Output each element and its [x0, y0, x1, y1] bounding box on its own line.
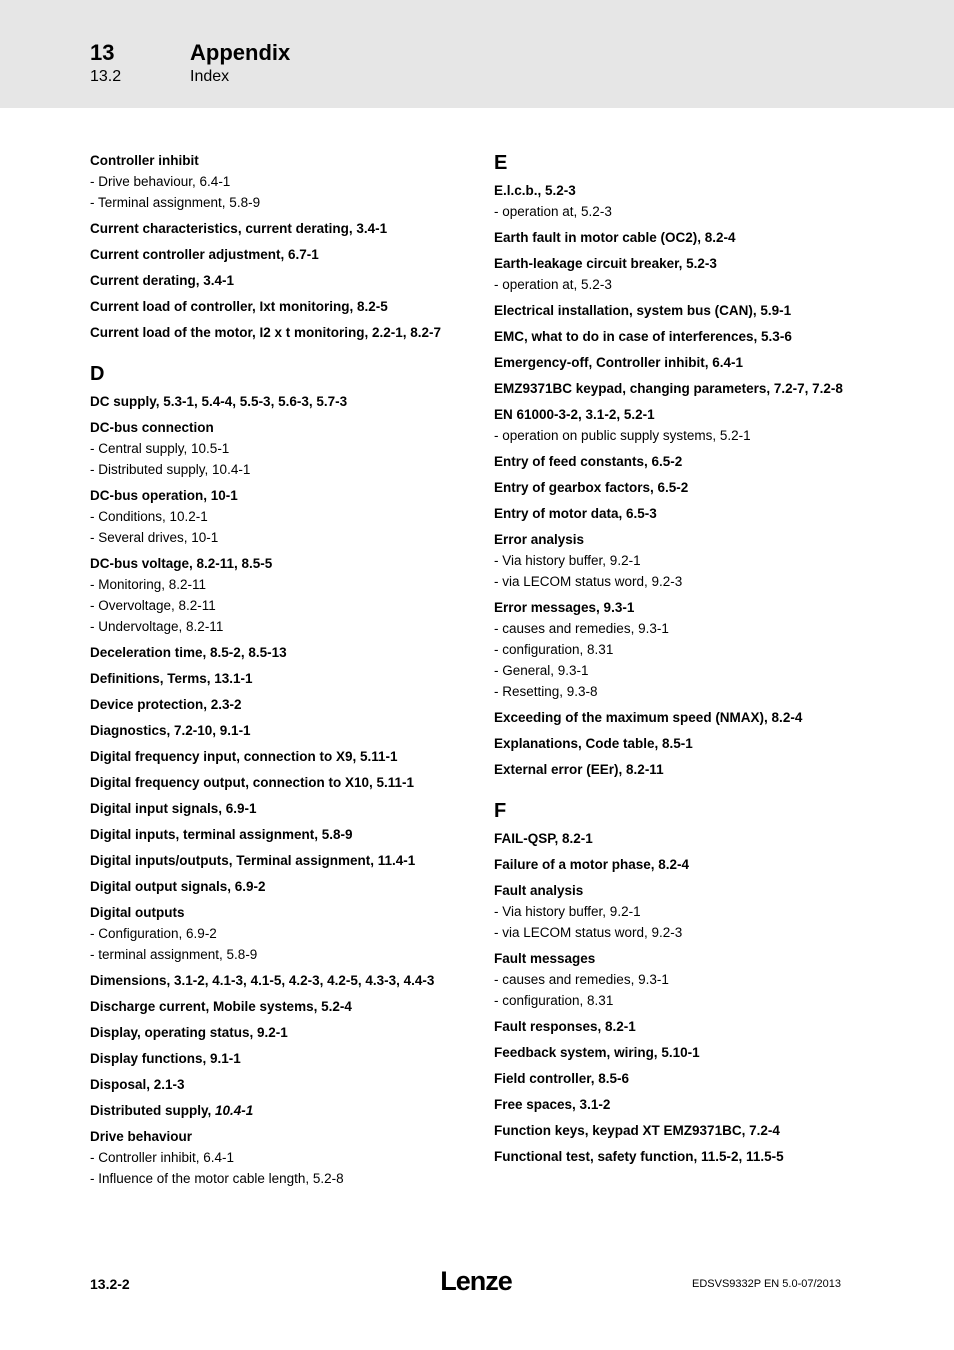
- index-entry-term: [90, 902, 460, 923]
- index-entry-term-text: Explanations, Code table, 8.5-1: [494, 736, 693, 751]
- index-subentry: - Central supply, 10.5-1: [90, 441, 230, 456]
- index-subentry: - Distributed supply, 10.4-1: [90, 462, 251, 477]
- index-entry-term-text: Fault messages: [494, 951, 596, 966]
- index-entry-term: [90, 1022, 460, 1043]
- index-entry: [90, 996, 460, 1017]
- index-entry-term-text: EMZ9371BC keypad, changing parameters, 7.2-7, 7.2-8: [494, 381, 843, 396]
- index-entry-term-text: Entry of feed constants, 6.5-2: [494, 454, 683, 469]
- index-subentry: - configuration, 8.31: [494, 642, 614, 657]
- index-subentry: - causes and remedies, 9.3-1: [494, 621, 669, 636]
- index-entry-term-text: DC-bus connection: [90, 420, 214, 435]
- index-entry-term-text: Error messages, 9.3-1: [494, 600, 635, 615]
- index-entry-term: [90, 270, 460, 291]
- index-entry-term-text: FAIL-QSP, 8.2-1: [494, 831, 593, 846]
- index-entry-page-ref: 10.4-1: [215, 1103, 254, 1118]
- section-title: Index: [190, 68, 230, 85]
- index-entry: [90, 296, 460, 317]
- index-entry: [90, 1048, 460, 1069]
- index-subentry: - Monitoring, 8.2-11: [90, 577, 207, 592]
- index-entry-term: [494, 733, 874, 754]
- index-entry-term: [494, 300, 874, 321]
- index-entry-term-text: Display, operating status, 9.2-1: [90, 1025, 288, 1040]
- index-entry-term: [494, 1016, 874, 1037]
- index-entry-term: [90, 772, 460, 793]
- index-entry-term: [494, 451, 874, 472]
- index-entry-term: [494, 759, 874, 780]
- index-entry: [90, 876, 460, 897]
- index-entry-term: [494, 1094, 874, 1115]
- index-entry-term-text: Dimensions, 3.1-2, 4.1-3, 4.1-5, 4.2-3, 4.2-5, 4.3-3, 4.4-3: [90, 973, 435, 988]
- index-entry: [494, 707, 874, 728]
- index-entry-term-text: External error (EEr), 8.2-11: [494, 762, 664, 777]
- index-entry-term: [90, 417, 460, 438]
- index-entry-term-text: Current load of controller, Ixt monitoring, 8.2-5: [90, 299, 388, 314]
- index-subentry: - Conditions, 10.2-1: [90, 509, 208, 524]
- index-column-right: [494, 150, 874, 1172]
- index-entry-term-text: DC-bus voltage, 8.2-11, 8.5-5: [90, 556, 273, 571]
- index-subentry: - operation at, 5.2-3: [494, 204, 612, 219]
- index-entry-term-text: E.l.c.b., 5.2-3: [494, 183, 576, 198]
- index-entry-term: [494, 477, 874, 498]
- index-entry: [494, 1120, 874, 1141]
- index-entry: [90, 970, 460, 991]
- index-entry: [494, 1016, 874, 1037]
- index-entry-term-text: Display functions, 9.1-1: [90, 1051, 241, 1066]
- index-entry-term-text: Current controller adjustment, 6.7-1: [90, 247, 319, 262]
- index-entry-term-text: Earth-leakage circuit breaker, 5.2-3: [494, 256, 717, 271]
- index-subentry: - terminal assignment, 5.8-9: [90, 947, 258, 962]
- index-entry: [494, 880, 874, 943]
- index-entry-term-text: Digital input signals, 6.9-1: [90, 801, 257, 816]
- index-subentry: - Via history buffer, 9.2-1: [494, 904, 641, 919]
- index-entry-term: [90, 150, 460, 171]
- index-entry: [494, 828, 874, 849]
- index-column-left: [90, 150, 460, 1194]
- index-entry-term-text: Functional test, safety function, 11.5-2, 11.5-5: [494, 1149, 784, 1164]
- index-entry: [494, 477, 874, 498]
- index-entry-term: [90, 720, 460, 741]
- index-entry: [494, 1068, 874, 1089]
- index-entry-term-text: DC-bus operation, 10-1: [90, 488, 238, 503]
- index-entry: [90, 270, 460, 291]
- index-entry-term: [494, 948, 874, 969]
- index-entry-term-text: Drive behaviour: [90, 1129, 193, 1144]
- index-entry-term-text: EN 61000-3-2, 3.1-2, 5.2-1: [494, 407, 655, 422]
- index-entry-term: [90, 1048, 460, 1069]
- index-entry-term: [494, 854, 874, 875]
- index-entry-term-text: Device protection, 2.3-2: [90, 697, 242, 712]
- index-entry: [494, 378, 874, 399]
- index-entry-term: [494, 707, 874, 728]
- index-entry-term-text: Field controller, 8.5-6: [494, 1071, 630, 1086]
- index-entry: [494, 503, 874, 524]
- index-entry-term: [90, 296, 460, 317]
- index-entry-term-text: Digital inputs, terminal assignment, 5.8-9: [90, 827, 353, 842]
- index-entry-term-text: Digital inputs/outputs, Terminal assignment, 11.4-1: [90, 853, 416, 868]
- index-entry-term-text: Digital frequency input, connection to X9, 5.11-1: [90, 749, 398, 764]
- index-entry-term: [494, 1042, 874, 1063]
- index-entry-term-text: Emergency-off, Controller inhibit, 6.4-1: [494, 355, 744, 370]
- index-entry-term: [90, 694, 460, 715]
- section-number: 13.2: [90, 68, 122, 85]
- index-subentry: - via LECOM status word, 9.2-3: [494, 925, 683, 940]
- index-entry-term: [90, 553, 460, 574]
- document-id: EDSVS9332P EN 5.0-07/2013: [692, 1278, 842, 1290]
- index-entry-term-text: Free spaces, 3.1-2: [494, 1097, 611, 1112]
- index-entry-term: [494, 404, 874, 425]
- index-entry-term-text: EMC, what to do in case of interferences, 5.3-6: [494, 329, 792, 344]
- index-entry-term-text: Digital outputs: [90, 905, 185, 920]
- index-entry: [494, 253, 874, 295]
- index-entry: [494, 1146, 874, 1167]
- index-entry-term: [494, 180, 874, 201]
- page-number: 13.2-2: [90, 1276, 130, 1292]
- index-entry: [90, 824, 460, 845]
- index-entry: [494, 948, 874, 1011]
- index-entry-term: [90, 876, 460, 897]
- index-entry: [90, 417, 460, 480]
- index-entry: [494, 404, 874, 446]
- index-entry-term: [494, 880, 874, 901]
- index-subentry: - Undervoltage, 8.2-11: [90, 619, 224, 634]
- index-entry-term: [494, 529, 874, 550]
- index-entry: [90, 485, 460, 548]
- index-subentry: - Terminal assignment, 5.8-9: [90, 195, 261, 210]
- index-subentry: - Resetting, 9.3-8: [494, 684, 598, 699]
- index-entry-term-text: Current derating, 3.4-1: [90, 273, 235, 288]
- svg-text:Lenze: Lenze: [440, 1266, 512, 1296]
- index-entry-term: [90, 1126, 460, 1147]
- index-entry-term: [494, 352, 874, 373]
- index-entry-term: [90, 1100, 460, 1121]
- index-entry-term-text: Definitions, Terms, 13.1-1: [90, 671, 253, 686]
- index-entry: [90, 746, 460, 767]
- index-subentry: - Drive behaviour, 6.4-1: [90, 174, 231, 189]
- index-entry: [90, 218, 460, 239]
- index-entry-term-text: Current characteristics, current derating, 3.4-1: [90, 221, 388, 236]
- index-entry-term: [494, 1146, 874, 1167]
- index-subentry: - Configuration, 6.9-2: [90, 926, 217, 941]
- index-entry: [90, 391, 460, 412]
- index-subentry: - Controller inhibit, 6.4-1: [90, 1150, 235, 1165]
- index-entry-term-text: Fault responses, 8.2-1: [494, 1019, 636, 1034]
- index-entry: [494, 451, 874, 472]
- index-entry-term: [90, 996, 460, 1017]
- index-entry-term: [494, 326, 874, 347]
- index-entry-term-text: Exceeding of the maximum speed (NMAX), 8.2-4: [494, 710, 803, 725]
- lenze-logo-icon: [436, 1262, 516, 1298]
- index-entry: [90, 322, 460, 343]
- index-entry: [90, 244, 460, 265]
- index-entry-term-text: Diagnostics, 7.2-10, 9.1-1: [90, 723, 251, 738]
- index-subentry: - Influence of the motor cable length, 5.2-8: [90, 1171, 344, 1186]
- index-subentry: - operation on public supply systems, 5.2-1: [494, 428, 751, 443]
- index-entry: [90, 902, 460, 965]
- index-entry-term: [90, 970, 460, 991]
- index-entry-term: [494, 1120, 874, 1141]
- index-entry-term-text: Disposal, 2.1-3: [90, 1077, 185, 1092]
- index-entry-term-text: Entry of motor data, 6.5-3: [494, 506, 657, 521]
- index-subentry: - Overvoltage, 8.2-11: [90, 598, 216, 613]
- index-entry: [494, 300, 874, 321]
- index-entry-term: [90, 798, 460, 819]
- index-entry: [90, 694, 460, 715]
- index-entry-term-text: Earth fault in motor cable (OC2), 8.2-4: [494, 230, 736, 245]
- index-entry-term-text: Error analysis: [494, 532, 585, 547]
- index-letter-heading: F: [494, 800, 507, 822]
- index-entry-term: [494, 1068, 874, 1089]
- index-entry-term-text: Entry of gearbox factors, 6.5-2: [494, 480, 689, 495]
- index-entry-term-text: Digital output signals, 6.9-2: [90, 879, 266, 894]
- index-entry: [494, 326, 874, 347]
- chapter-title: Appendix: [190, 40, 291, 65]
- index-subentry: - via LECOM status word, 9.2-3: [494, 574, 683, 589]
- index-entry: [494, 733, 874, 754]
- index-entry: [90, 798, 460, 819]
- index-entry-term: [494, 227, 874, 248]
- index-entry: [90, 772, 460, 793]
- index-entry-term: [90, 244, 460, 265]
- index-entry: [494, 529, 874, 592]
- index-entry-term: [494, 378, 874, 399]
- index-entry: [494, 180, 874, 222]
- index-entry-term-text: DC supply, 5.3-1, 5.4-4, 5.5-3, 5.6-3, 5.7-3: [90, 394, 348, 409]
- index-entry: [90, 668, 460, 689]
- index-entry-term-text: Controller inhibit: [90, 153, 199, 168]
- index-entry: [90, 642, 460, 663]
- index-entry-term-text: Feedback system, wiring, 5.10-1: [494, 1045, 700, 1060]
- index-entry: [90, 150, 460, 213]
- index-entry-term: [494, 597, 874, 618]
- index-entry-term-text: Current load of the motor, I2 x t monitoring, 2.2-1, 8.2-7: [90, 325, 442, 340]
- index-entry-term: [90, 485, 460, 506]
- index-entry: [494, 759, 874, 780]
- index-entry: [90, 850, 460, 871]
- index-subentry: - operation at, 5.2-3: [494, 277, 612, 292]
- header-band: [0, 0, 954, 108]
- index-letter-heading: D: [90, 363, 105, 385]
- index-entry-term-text: Deceleration time, 8.5-2, 8.5-13: [90, 645, 287, 660]
- index-entry-term: [90, 391, 460, 412]
- index-entry-term: [90, 746, 460, 767]
- index-subentry: - causes and remedies, 9.3-1: [494, 972, 669, 987]
- index-entry-term: [90, 322, 460, 343]
- index-entry: [90, 553, 460, 637]
- index-entry-term-text: Electrical installation, system bus (CAN), 5.9-1: [494, 303, 792, 318]
- index-entry: [494, 1094, 874, 1115]
- index-entry-term: [90, 642, 460, 663]
- index-entry-term-text: Fault analysis: [494, 883, 584, 898]
- chapter-number: 13: [90, 40, 115, 65]
- index-subentry: - Several drives, 10-1: [90, 530, 219, 545]
- index-entry-term: [90, 850, 460, 871]
- index-entry: [90, 1126, 460, 1189]
- index-entry-term: [494, 828, 874, 849]
- index-entry: [494, 597, 874, 702]
- index-entry-term: [90, 824, 460, 845]
- index-entry: [90, 720, 460, 741]
- index-subentry: - Via history buffer, 9.2-1: [494, 553, 641, 568]
- index-entry: [494, 352, 874, 373]
- index-entry: [90, 1100, 460, 1121]
- index-entry-term-text: Discharge current, Mobile systems, 5.2-4: [90, 999, 352, 1014]
- index-subentry: - configuration, 8.31: [494, 993, 614, 1008]
- index-entry: [494, 854, 874, 875]
- index-entry: [90, 1074, 460, 1095]
- index-entry-term-text: Digital frequency output, connection to X10, 5.11-1: [90, 775, 415, 790]
- index-subentry: - General, 9.3-1: [494, 663, 589, 678]
- index-entry: [494, 1042, 874, 1063]
- index-entry-term-text: Distributed supply,: [90, 1103, 216, 1118]
- index-letter-heading: E: [494, 152, 508, 174]
- index-entry-term-text: Failure of a motor phase, 8.2-4: [494, 857, 690, 872]
- index-entry-term: [90, 218, 460, 239]
- index-entry-term: [90, 1074, 460, 1095]
- index-entry-term: [90, 668, 460, 689]
- index-entry-term-text: Function keys, keypad XT EMZ9371BC, 7.2-4: [494, 1123, 780, 1138]
- index-entry: [90, 1022, 460, 1043]
- index-entry-term: [494, 503, 874, 524]
- index-entry: [494, 227, 874, 248]
- index-entry-term: [494, 253, 874, 274]
